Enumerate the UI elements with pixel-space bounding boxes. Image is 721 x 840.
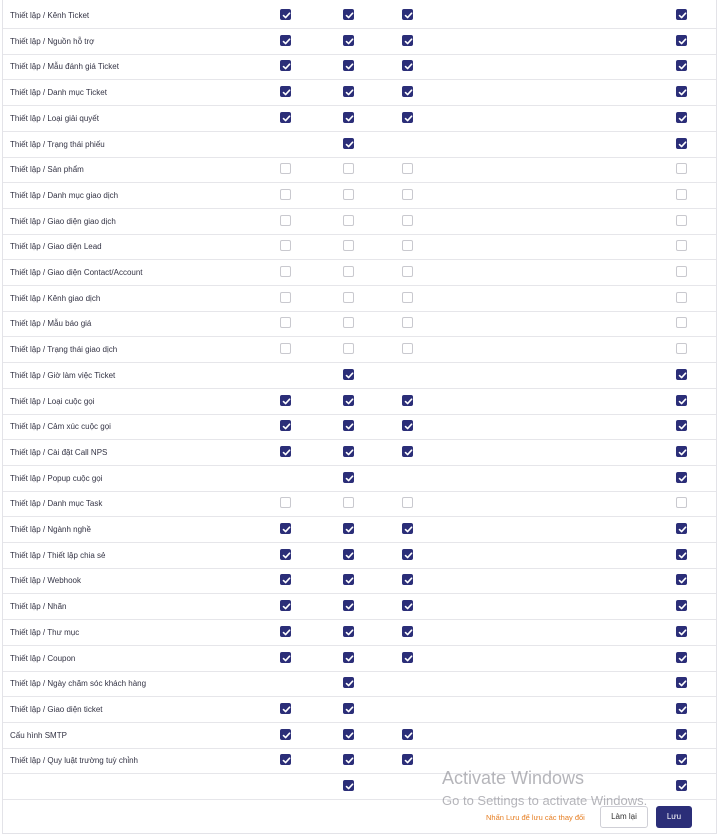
checkbox-checked[interactable] [280,729,291,740]
checkbox-checked[interactable] [343,138,354,149]
checkbox-checked[interactable] [343,369,354,380]
table-row [3,594,716,620]
checkbox-checked[interactable] [402,9,413,20]
checkbox-unchecked[interactable] [280,240,291,251]
table-row [3,568,716,594]
checkbox-unchecked[interactable] [402,343,413,354]
checkbox-checked[interactable] [676,780,687,791]
checkbox-checked[interactable] [343,677,354,688]
checkbox-checked[interactable] [280,9,291,20]
checkbox-checked[interactable] [402,60,413,71]
checkbox-checked[interactable] [280,35,291,46]
table-row [3,3,716,29]
checkbox-checked[interactable] [402,86,413,97]
checkbox-unchecked[interactable] [280,343,291,354]
table-row [3,620,716,646]
table-row [3,440,716,466]
checkbox-unchecked[interactable] [280,189,291,200]
permission-label: Thiết lập / Danh mục Task [10,499,103,509]
checkbox-checked[interactable] [676,574,687,585]
permission-label: Thiết lập / Nguồn hỗ trợ [10,36,95,46]
permission-label: Thiết lập / Ngành nghề [10,525,91,534]
checkbox-checked[interactable] [402,626,413,637]
checkbox-checked[interactable] [402,729,413,740]
checkbox-checked[interactable] [280,754,291,765]
table-row [3,183,716,209]
checkbox-checked[interactable] [676,86,687,97]
checkbox-unchecked[interactable] [343,343,354,354]
checkbox-checked[interactable] [402,446,413,457]
checkbox-checked[interactable] [402,652,413,663]
permission-label: Thiết lập / Giờ làm việc Ticket [10,370,116,380]
checkbox-unchecked[interactable] [343,163,354,174]
checkbox-checked[interactable] [280,549,291,560]
table-row [3,389,716,415]
checkbox-unchecked[interactable] [676,163,687,174]
checkbox-checked[interactable] [343,652,354,663]
checkbox-unchecked[interactable] [676,215,687,226]
table-row [3,80,716,106]
checkbox-checked[interactable] [676,420,687,431]
checkbox-checked[interactable] [280,574,291,585]
checkbox-unchecked[interactable] [402,215,413,226]
checkbox-checked[interactable] [676,549,687,560]
checkbox-checked[interactable] [343,395,354,406]
checkbox-checked[interactable] [402,395,413,406]
table-row [3,337,716,363]
checkbox-checked[interactable] [343,9,354,20]
watermark-title: Activate Windows [442,768,585,788]
checkbox-checked[interactable] [343,549,354,560]
table-row [3,466,716,492]
table-row [3,132,716,158]
checkbox-checked[interactable] [676,60,687,71]
table-row [3,260,716,286]
checkbox-unchecked[interactable] [343,189,354,200]
checkbox-unchecked[interactable] [402,317,413,328]
permission-label: Thiết lập / Sản phẩm [10,165,84,175]
watermark-subtitle: Go to Settings to activate Windows. [442,793,648,808]
checkbox-unchecked[interactable] [676,497,687,508]
permission-label: Thiết lập / Giao diện ticket [10,704,103,714]
permission-label: Thiết lập / Kênh Ticket [10,11,90,20]
checkbox-unchecked[interactable] [343,497,354,508]
checkbox-unchecked[interactable] [280,215,291,226]
checkbox-unchecked[interactable] [676,240,687,251]
save-button[interactable]: Lưu [656,806,692,828]
checkbox-checked[interactable] [343,86,354,97]
checkbox-checked[interactable] [402,574,413,585]
checkbox-checked[interactable] [402,35,413,46]
table-row [3,414,716,440]
checkbox-unchecked[interactable] [402,189,413,200]
permission-label: Thiết lập / Loại cuộc gọi [10,396,95,406]
checkbox-checked[interactable] [280,652,291,663]
checkbox-checked[interactable] [402,420,413,431]
table-row [3,774,716,800]
permission-label: Cấu hình SMTP [10,730,67,740]
checkbox-checked[interactable] [343,754,354,765]
save-hint: Nhấn Lưu để lưu các thay đổi [486,813,585,822]
checkbox-checked[interactable] [402,523,413,534]
checkbox-checked[interactable] [280,395,291,406]
table-row [3,286,716,312]
permission-label: Thiết lập / Giao diện giao dịch [10,216,116,226]
checkbox-unchecked[interactable] [280,317,291,328]
checkbox-unchecked[interactable] [343,240,354,251]
permission-label: Thiết lập / Mẫu báo giá [10,319,92,329]
checkbox-unchecked[interactable] [676,189,687,200]
permission-label: Thiết lập / Cảm xúc cuộc gọi [10,422,111,432]
permission-label: Thiết lập / Kênh giao dịch [10,293,101,303]
checkbox-checked[interactable] [343,472,354,483]
checkbox-checked[interactable] [676,138,687,149]
checkbox-unchecked[interactable] [676,292,687,303]
checkbox-checked[interactable] [343,626,354,637]
checkbox-unchecked[interactable] [343,317,354,328]
checkbox-unchecked[interactable] [280,266,291,277]
checkbox-checked[interactable] [280,420,291,431]
permission-label: Thiết lập / Loại giải quyết [10,113,99,123]
checkbox-checked[interactable] [676,677,687,688]
checkbox-checked[interactable] [676,472,687,483]
permission-label: Thiết lập / Trạng thái phiếu [10,139,105,149]
permission-label: Thiết lập / Danh mục giao dịch [10,190,119,200]
checkbox-unchecked[interactable] [402,266,413,277]
checkbox-checked[interactable] [676,600,687,611]
checkbox-checked[interactable] [676,446,687,457]
checkbox-checked[interactable] [343,60,354,71]
checkbox-checked[interactable] [343,600,354,611]
permission-label: Thiết lập / Giao diện Contact/Account [10,268,143,277]
checkbox-unchecked[interactable] [280,292,291,303]
checkbox-checked[interactable] [343,420,354,431]
checkbox-unchecked[interactable] [676,343,687,354]
checkbox-checked[interactable] [676,9,687,20]
checkbox-checked[interactable] [402,112,413,123]
checkbox-checked[interactable] [676,369,687,380]
checkbox-unchecked[interactable] [280,163,291,174]
permission-label: Thiết lập / Webhook [10,576,82,586]
checkbox-checked[interactable] [676,703,687,714]
permission-label: Thiết lập / Mẫu đánh giá Ticket [10,62,119,72]
checkbox-checked[interactable] [343,703,354,714]
checkbox-checked[interactable] [343,446,354,457]
permission-label: Thiết lập / Coupon [10,653,76,663]
checkbox-checked[interactable] [343,35,354,46]
table-row [3,157,716,183]
permission-label: Thiết lập / Nhãn [10,602,67,612]
checkbox-unchecked[interactable] [676,317,687,328]
checkbox-checked[interactable] [343,112,354,123]
table-row [3,671,716,697]
permissions-table [2,0,717,834]
checkbox-unchecked[interactable] [343,266,354,277]
checkbox-unchecked[interactable] [402,240,413,251]
checkbox-checked[interactable] [280,703,291,714]
table-row [3,517,716,543]
checkbox-unchecked[interactable] [402,497,413,508]
checkbox-checked[interactable] [280,60,291,71]
checkbox-checked[interactable] [402,600,413,611]
permission-label: Thiết lập / Quy luật trường tuỳ chỉnh [10,756,138,766]
permission-label: Thiết lập / Trạng thái giao dịch [10,345,118,355]
table-row [3,234,716,260]
checkbox-checked[interactable] [280,600,291,611]
checkbox-checked[interactable] [402,549,413,560]
checkbox-checked[interactable] [676,523,687,534]
permission-label: Thiết lập / Thư mục [10,627,80,637]
checkbox-unchecked[interactable] [402,163,413,174]
table-row [3,311,716,337]
checkbox-checked[interactable] [343,574,354,585]
table-row [3,106,716,132]
checkbox-unchecked[interactable] [280,497,291,508]
checkbox-checked[interactable] [676,652,687,663]
permission-label: Thiết lập / Ngày chăm sóc khách hàng [10,679,147,689]
table-row [3,54,716,80]
checkbox-checked[interactable] [343,780,354,791]
checkbox-checked[interactable] [280,626,291,637]
checkbox-checked[interactable] [676,626,687,637]
checkbox-unchecked[interactable] [402,292,413,303]
checkbox-checked[interactable] [676,754,687,765]
table-row [3,29,716,55]
checkbox-checked[interactable] [280,112,291,123]
checkbox-checked[interactable] [280,446,291,457]
permission-label: Thiết lập / Giao diện Lead [10,242,102,252]
table-row [3,491,716,517]
checkbox-checked[interactable] [676,112,687,123]
checkbox-checked[interactable] [280,523,291,534]
checkbox-checked[interactable] [676,395,687,406]
reset-button[interactable]: Làm lại [600,806,648,828]
table-row [3,697,716,723]
checkbox-checked[interactable] [676,35,687,46]
checkbox-checked[interactable] [343,729,354,740]
table-row [3,646,716,672]
permission-label: Thiết lập / Cài đặt Call NPS [10,447,108,457]
permission-label: Thiết lập / Thiết lập chia sẻ [10,550,106,560]
table-row [3,723,716,749]
table-row [3,363,716,389]
table-row [3,543,716,569]
permission-label: Thiết lập / Popup cuộc gọi [10,473,103,483]
checkbox-checked[interactable] [676,729,687,740]
table-row [3,748,716,774]
checkbox-checked[interactable] [343,523,354,534]
checkbox-unchecked[interactable] [676,266,687,277]
table-row [3,209,716,235]
permission-label: Thiết lập / Danh mục Ticket [10,88,107,98]
checkbox-unchecked[interactable] [343,292,354,303]
checkbox-checked[interactable] [402,754,413,765]
checkbox-unchecked[interactable] [343,215,354,226]
checkbox-checked[interactable] [280,86,291,97]
